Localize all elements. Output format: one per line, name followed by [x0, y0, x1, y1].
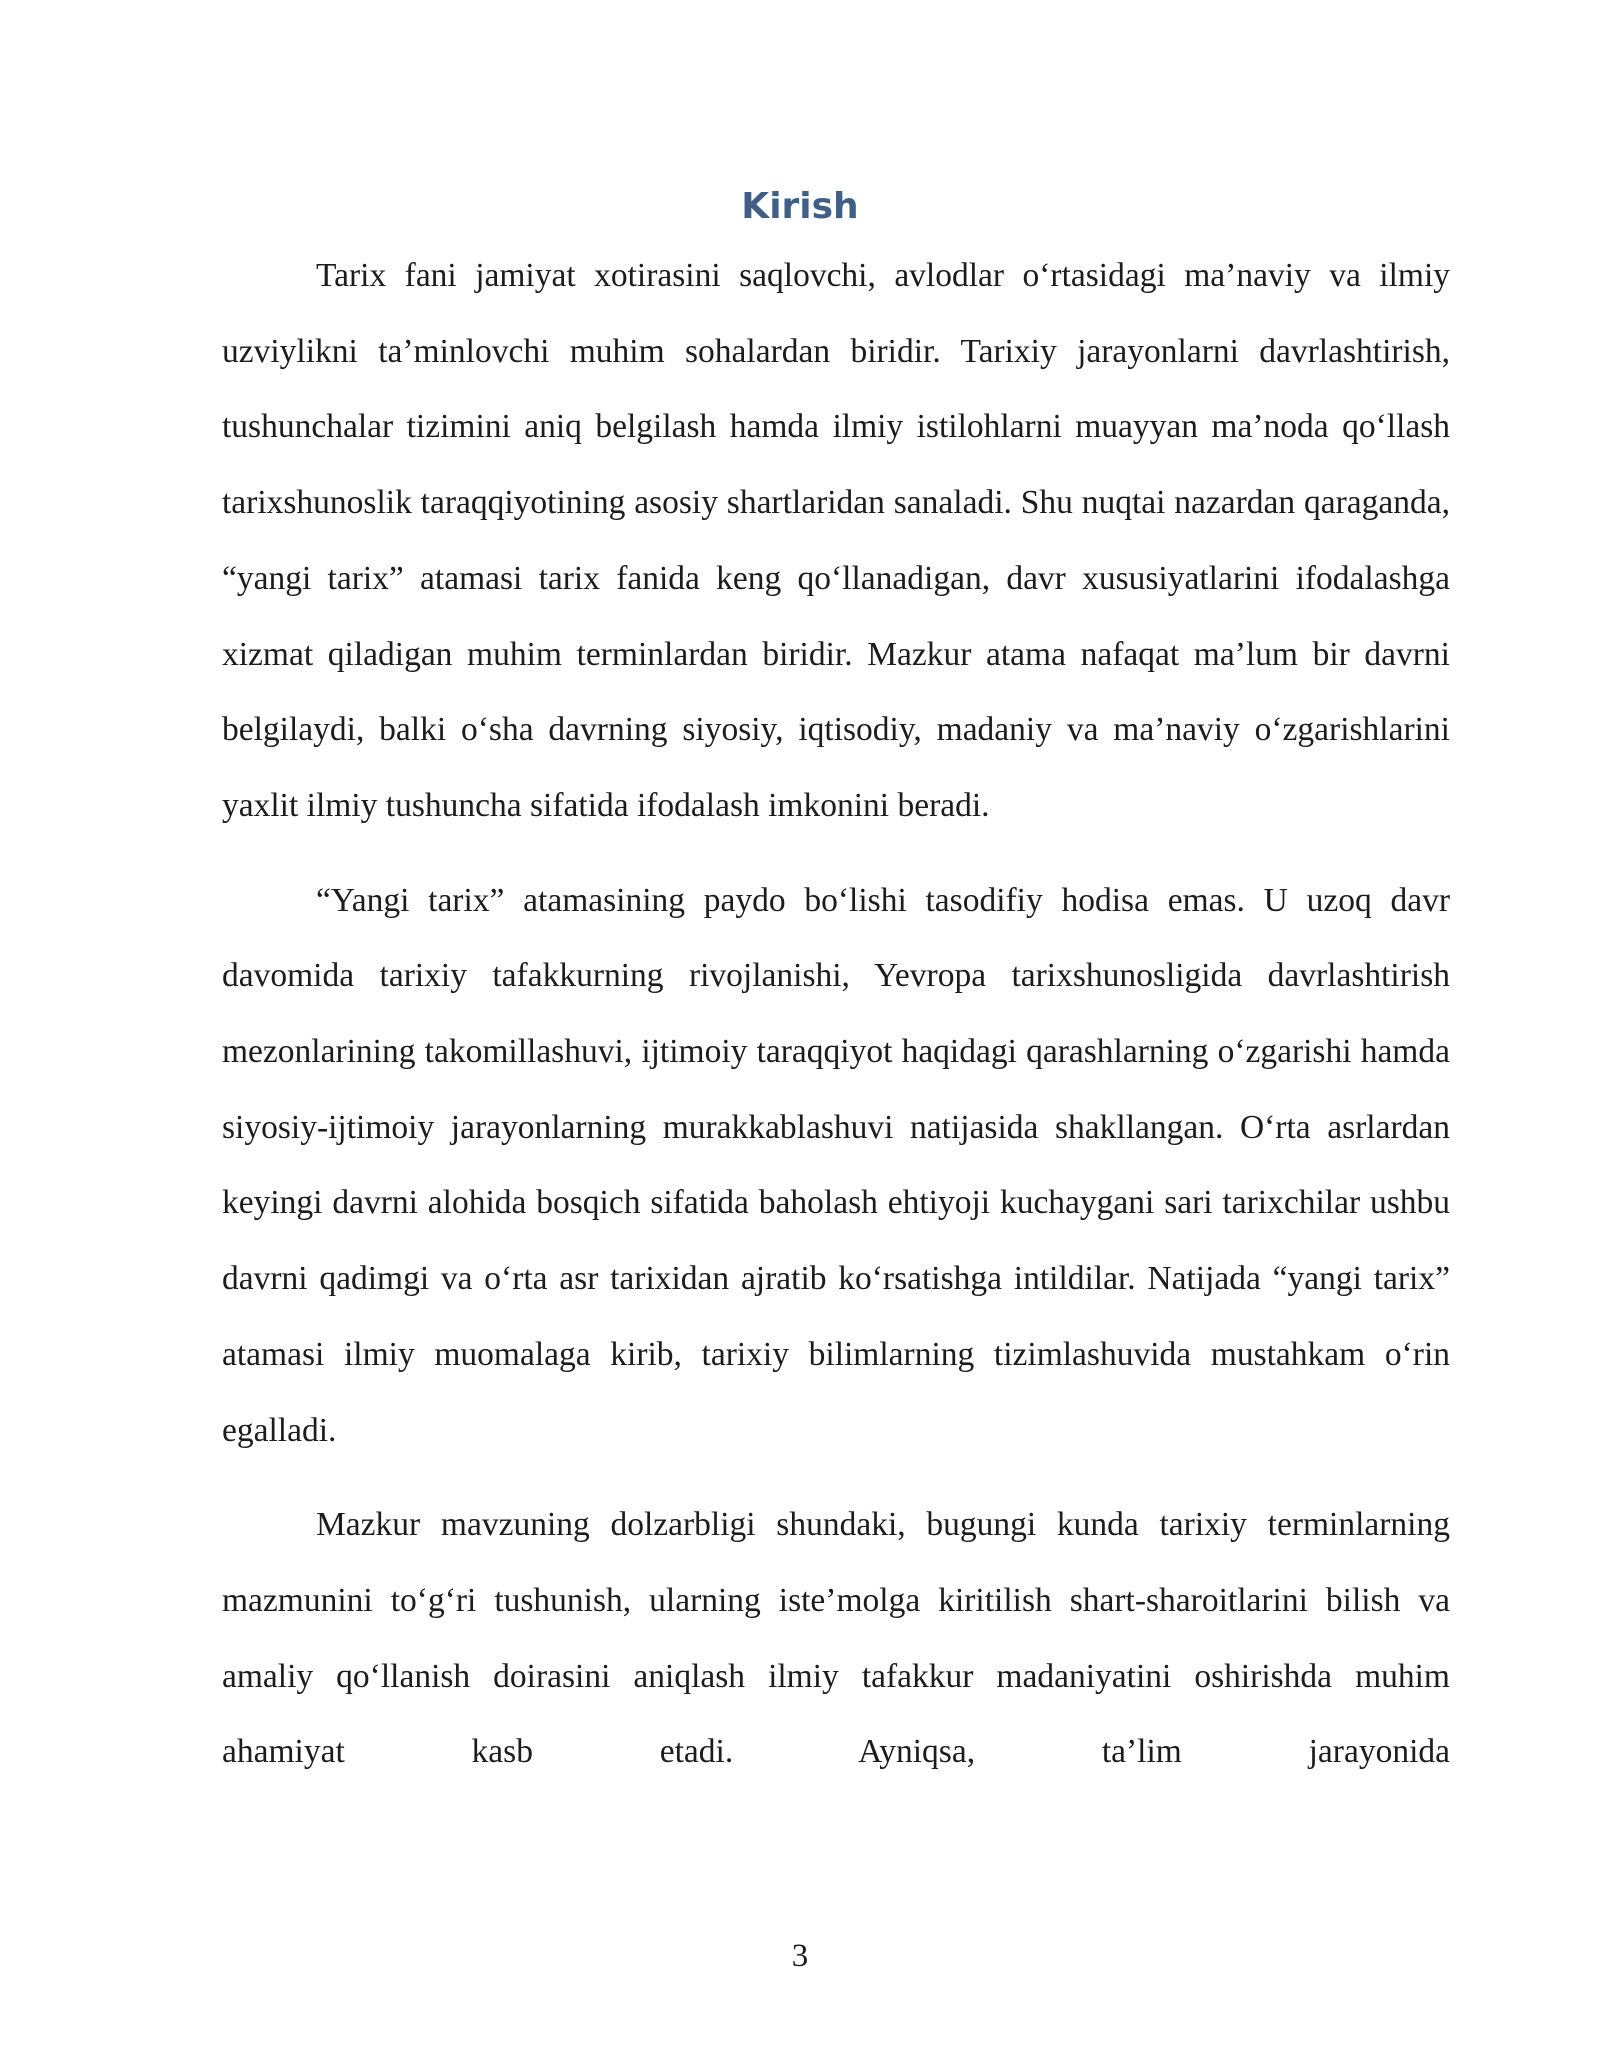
paragraph-1: Tarix fani jamiyat xotirasini saqlovchi, avlodlar o‘rtasidagi ma’naviy va ilmiy uzviylikni ta’minlovchi muhim sohalardan biridir. Tarixiy jarayonlarni davrlashtirish, tushunchalar tizimini aniq belgilash hamda ilmiy istilohlarni muayyan ma’noda qo‘llash tarixshunoslik taraqqiyotining asosiy shartlaridan sanaladi. Shu nuqtai nazardan qaraganda, “yangi tarix” atamasi tarix fanida keng qo‘llanadigan, davr xususiyatlarini ifodalashga xizmat qiladigan muhim terminlardan biridir. Mazkur atama nafaqat ma’lum bir davrni belgilaydi, balki o‘sha davrning siyosiy, iqtisodiy, madaniy va ma’naviy o‘zgarishlarini yaxlit ilmiy tushuncha sifatida ifodalash imkonini beradi. — [222, 257, 1450, 824]
paragraph-3: Mazkur mavzuning dolzarbligi shundaki, bugungi kunda tarixiy terminlarning mazmunini to‘g‘ri tushunish, ularning iste’molga kiritilish shart-sharoitlarini bilish va amaliy qo‘llanish doirasini aniqlash ilmiy tafakkur madaniyatini oshirishda muhim ahamiyat kasb etadi. Ayniqsa, ta’lim jarayonida — [222, 1506, 1450, 1771]
section-heading: Kirish — [741, 186, 859, 227]
paragraph-2: “Yangi tarix” atamasining paydo bo‘lishi tasodifiy hodisa emas. U uzoq davr davomida tarixiy tafakkurning rivojlanishi, Yevropa tarixshunosligida davrlashtirish mezonlarining takomillashuvi, ijtimoiy taraqqiyot haqidagi qarashlarning o‘zgarishi hamda siyosiy-ijtimoiy jarayonlarning murakkablashuvi natijasida shakllangan. O‘rta asrlardan keyingi davrni alohida bosqich sifatida baholash ehtiyoji kuchaygani sari tarixchilar ushbu davrni qadimgi va o‘rta asr tarixidan ajratib ko‘rsatishga intildilar. Natijada “yangi tarix” atamasi ilmiy muomalaga kirib, tarixiy bilimlarning tizimlashuvida mustahkam o‘rin egalladi. — [222, 881, 1450, 1449]
page-number: 3 — [791, 1938, 809, 1974]
body-text — [222, 238, 1450, 1809]
